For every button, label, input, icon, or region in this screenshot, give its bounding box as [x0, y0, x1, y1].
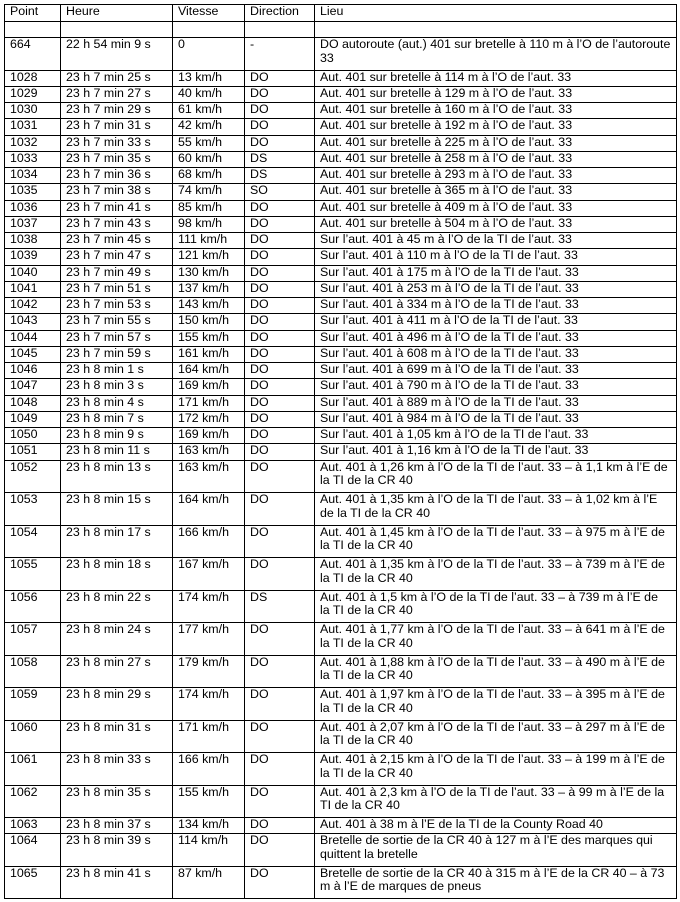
table-row	[5, 428, 677, 444]
cell-direction: DO	[245, 216, 315, 232]
cell-heure: 23 h 8 min 13 s	[61, 460, 173, 493]
cell-point: 664	[5, 38, 61, 71]
cell-heure: 22 h 54 min 9 s	[61, 38, 173, 71]
cell-point: 1045	[5, 346, 61, 362]
document-page	[4, 4, 677, 899]
table-row	[5, 281, 677, 297]
cell-lieu: Sur l’aut. 401 à 45 m à l’O de la TI de l’aut. 33	[315, 233, 677, 249]
table-row	[5, 265, 677, 281]
cell-point: 1063	[5, 818, 61, 834]
cell-heure: 23 h 7 min 43 s	[61, 216, 173, 232]
cell-lieu: Sur l’aut. 401 à 790 m à l’O de la TI de l’aut. 33	[315, 379, 677, 395]
table-row	[5, 70, 677, 86]
cell-vitesse: 134 km/h	[173, 818, 245, 834]
table-row	[5, 314, 677, 330]
cell-heure: 23 h 8 min 29 s	[61, 688, 173, 721]
cell-lieu: Aut. 401 sur bretelle à 225 m à l’O de l’aut. 33	[315, 135, 677, 151]
cell-lieu: Aut. 401 à 1,45 km à l’O de la TI de l’aut. 33 – à 975 m à l’E de la TI de la CR 40	[315, 525, 677, 558]
cell-direction: DO	[245, 200, 315, 216]
cell-point: 1056	[5, 590, 61, 623]
cell-lieu: Aut. 401 à 1,5 km à l’O de la TI de l’aut. 33 – à 739 m à l’E de la TI de la CR 40	[315, 590, 677, 623]
cell-lieu: Sur l’aut. 401 à 608 m à l’O de la TI de l’aut. 33	[315, 346, 677, 362]
cell-vitesse: 98 km/h	[173, 216, 245, 232]
cell-direction: DO	[245, 525, 315, 558]
cell-direction: SO	[245, 184, 315, 200]
cell-vitesse: 166 km/h	[173, 525, 245, 558]
cell-vitesse: 40 km/h	[173, 86, 245, 102]
table-row	[5, 22, 677, 38]
cell-lieu: Aut. 401 à 1,35 km à l’O de la TI de l’aut. 33 – à 739 m à l’E de la TI de la CR 40	[315, 558, 677, 591]
cell-heure: 23 h 8 min 33 s	[61, 753, 173, 786]
cell-lieu: Aut. 401 sur bretelle à 409 m à l’O de l’aut. 33	[315, 200, 677, 216]
cell-point: 1042	[5, 298, 61, 314]
cell-heure: 23 h 8 min 3 s	[61, 379, 173, 395]
header-vitesse: Vitesse	[173, 5, 245, 22]
cell-lieu: Aut. 401 à 1,97 km à l’O de la TI de l’aut. 33 – à 395 m à l’E de la TI de la CR 40	[315, 688, 677, 721]
cell-point: 1054	[5, 525, 61, 558]
cell-point: 1040	[5, 265, 61, 281]
cell-point: 1043	[5, 314, 61, 330]
cell-point: 1029	[5, 86, 61, 102]
cell-lieu: Aut. 401 à 1,26 km à l’O de la TI de l’aut. 33 – à 1,1 km à l’E de la TI de la CR 40	[315, 460, 677, 493]
cell-vitesse: 114 km/h	[173, 834, 245, 867]
table-row	[5, 168, 677, 184]
cell-point: 1049	[5, 411, 61, 427]
cell-lieu: Sur l’aut. 401 à 253 m à l’O de la TI de l’aut. 33	[315, 281, 677, 297]
cell-vitesse: 163 km/h	[173, 460, 245, 493]
cell-direction: DO	[245, 785, 315, 818]
cell-point: 1059	[5, 688, 61, 721]
cell-vitesse: 161 km/h	[173, 346, 245, 362]
cell-lieu	[315, 22, 677, 38]
cell-heure: 23 h 8 min 24 s	[61, 623, 173, 656]
cell-vitesse: 13 km/h	[173, 70, 245, 86]
cell-point: 1053	[5, 493, 61, 526]
cell-point: 1060	[5, 720, 61, 753]
cell-heure: 23 h 8 min 4 s	[61, 395, 173, 411]
cell-point: 1032	[5, 135, 61, 151]
cell-point: 1044	[5, 330, 61, 346]
cell-lieu: Aut. 401 à 1,77 km à l’O de la TI de l’aut. 33 – à 641 m à l’E de la TI de la CR 40	[315, 623, 677, 656]
cell-direction: DO	[245, 119, 315, 135]
cell-heure: 23 h 7 min 41 s	[61, 200, 173, 216]
table-row	[5, 411, 677, 427]
cell-lieu: Aut. 401 sur bretelle à 365 m à l’O de l’aut. 33	[315, 184, 677, 200]
cell-point: 1030	[5, 103, 61, 119]
table-row	[5, 834, 677, 867]
cell-point: 1034	[5, 168, 61, 184]
cell-vitesse: 74 km/h	[173, 184, 245, 200]
cell-vitesse: 164 km/h	[173, 493, 245, 526]
cell-heure: 23 h 7 min 53 s	[61, 298, 173, 314]
cell-point: 1061	[5, 753, 61, 786]
cell-heure: 23 h 8 min 17 s	[61, 525, 173, 558]
cell-point: 1031	[5, 119, 61, 135]
cell-heure: 23 h 7 min 57 s	[61, 330, 173, 346]
header-point: Point	[5, 5, 61, 22]
cell-vitesse: 177 km/h	[173, 623, 245, 656]
cell-direction: DO	[245, 688, 315, 721]
cell-lieu: Bretelle de sortie de la CR 40 à 127 m à l’E des marques qui quittent la bretelle	[315, 834, 677, 867]
cell-direction: DO	[245, 558, 315, 591]
cell-heure: 23 h 7 min 33 s	[61, 135, 173, 151]
cell-point: 1038	[5, 233, 61, 249]
table-row	[5, 200, 677, 216]
table-row	[5, 866, 677, 899]
table-row	[5, 151, 677, 167]
cell-heure: 23 h 8 min 27 s	[61, 655, 173, 688]
cell-direction: DO	[245, 655, 315, 688]
cell-lieu: Sur l’aut. 401 à 1,05 km à l’O de la TI de l’aut. 33	[315, 428, 677, 444]
cell-heure: 23 h 8 min 35 s	[61, 785, 173, 818]
cell-direction: DO	[245, 444, 315, 460]
cell-lieu: Aut. 401 sur bretelle à 504 m à l’O de l’aut. 33	[315, 216, 677, 232]
cell-lieu: Sur l’aut. 401 à 1,16 km à l’O de la TI de l’aut. 33	[315, 444, 677, 460]
header-lieu: Lieu	[315, 5, 677, 22]
cell-direction: DO	[245, 135, 315, 151]
cell-vitesse: 167 km/h	[173, 558, 245, 591]
cell-heure: 23 h 7 min 55 s	[61, 314, 173, 330]
cell-lieu: Aut. 401 à 2,15 km à l’O de la TI de l’aut. 33 – à 199 m à l’E de la TI de la CR 40	[315, 753, 677, 786]
cell-vitesse: 169 km/h	[173, 379, 245, 395]
cell-direction: DO	[245, 460, 315, 493]
cell-direction: DO	[245, 86, 315, 102]
table-row	[5, 379, 677, 395]
cell-vitesse: 68 km/h	[173, 168, 245, 184]
cell-lieu: Sur l’aut. 401 à 110 m à l’O de la TI de l’aut. 33	[315, 249, 677, 265]
cell-heure: 23 h 7 min 36 s	[61, 168, 173, 184]
cell-direction: DO	[245, 314, 315, 330]
cell-vitesse: 150 km/h	[173, 314, 245, 330]
cell-heure: 23 h 7 min 25 s	[61, 70, 173, 86]
cell-direction: DO	[245, 70, 315, 86]
cell-vitesse	[173, 22, 245, 38]
cell-heure	[61, 22, 173, 38]
cell-direction: DO	[245, 623, 315, 656]
cell-heure: 23 h 7 min 49 s	[61, 265, 173, 281]
cell-vitesse: 111 km/h	[173, 233, 245, 249]
table-row	[5, 558, 677, 591]
cell-vitesse: 60 km/h	[173, 151, 245, 167]
cell-heure: 23 h 8 min 41 s	[61, 866, 173, 899]
cell-point: 1065	[5, 866, 61, 899]
table-row	[5, 818, 677, 834]
cell-direction: DS	[245, 590, 315, 623]
cell-direction: DS	[245, 168, 315, 184]
cell-lieu: Sur l’aut. 401 à 984 m à l’O de la TI de l’aut. 33	[315, 411, 677, 427]
table-row	[5, 86, 677, 102]
cell-direction: DO	[245, 834, 315, 867]
header-heure: Heure	[61, 5, 173, 22]
table-row	[5, 753, 677, 786]
cell-vitesse: 171 km/h	[173, 720, 245, 753]
table-row	[5, 590, 677, 623]
gps-data-table	[4, 4, 677, 899]
table-row	[5, 688, 677, 721]
cell-direction: DO	[245, 330, 315, 346]
cell-heure: 23 h 7 min 35 s	[61, 151, 173, 167]
cell-lieu: Sur l’aut. 401 à 334 m à l’O de la TI de l’aut. 33	[315, 298, 677, 314]
cell-point: 1047	[5, 379, 61, 395]
cell-point: 1033	[5, 151, 61, 167]
cell-direction: DO	[245, 493, 315, 526]
cell-vitesse: 169 km/h	[173, 428, 245, 444]
cell-direction: DO	[245, 753, 315, 786]
cell-heure: 23 h 7 min 45 s	[61, 233, 173, 249]
table-row	[5, 216, 677, 232]
cell-vitesse: 179 km/h	[173, 655, 245, 688]
cell-lieu: Aut. 401 sur bretelle à 293 m à l’O de l’aut. 33	[315, 168, 677, 184]
cell-heure: 23 h 8 min 11 s	[61, 444, 173, 460]
cell-direction: DO	[245, 395, 315, 411]
cell-point: 1048	[5, 395, 61, 411]
cell-point: 1055	[5, 558, 61, 591]
cell-lieu: Aut. 401 sur bretelle à 258 m à l’O de l’aut. 33	[315, 151, 677, 167]
table-body	[5, 22, 677, 899]
cell-lieu: Aut. 401 sur bretelle à 160 m à l’O de l’aut. 33	[315, 103, 677, 119]
cell-lieu: Aut. 401 sur bretelle à 192 m à l’O de l’aut. 33	[315, 119, 677, 135]
cell-direction: DO	[245, 428, 315, 444]
cell-vitesse: 121 km/h	[173, 249, 245, 265]
cell-lieu: Sur l’aut. 401 à 496 m à l’O de la TI de l’aut. 33	[315, 330, 677, 346]
cell-lieu: Aut. 401 à 2,3 km à l’O de la TI de l’aut. 33 – à 99 m à l’E de la TI de la CR 40	[315, 785, 677, 818]
cell-heure: 23 h 8 min 7 s	[61, 411, 173, 427]
cell-heure: 23 h 8 min 22 s	[61, 590, 173, 623]
cell-vitesse: 55 km/h	[173, 135, 245, 151]
cell-lieu: Sur l’aut. 401 à 411 m à l’O de la TI de l’aut. 33	[315, 314, 677, 330]
table-row	[5, 103, 677, 119]
cell-direction: DO	[245, 233, 315, 249]
cell-vitesse: 143 km/h	[173, 298, 245, 314]
cell-vitesse: 85 km/h	[173, 200, 245, 216]
table-row	[5, 395, 677, 411]
cell-point: 1041	[5, 281, 61, 297]
cell-point: 1036	[5, 200, 61, 216]
cell-heure: 23 h 7 min 27 s	[61, 86, 173, 102]
cell-heure: 23 h 7 min 51 s	[61, 281, 173, 297]
cell-direction: DO	[245, 411, 315, 427]
cell-heure: 23 h 8 min 37 s	[61, 818, 173, 834]
cell-lieu: Aut. 401 à 1,88 km à l’O de la TI de l’aut. 33 – à 490 m à l’E de la TI de la CR 40	[315, 655, 677, 688]
cell-lieu: Aut. 401 sur bretelle à 129 m à l’O de l’aut. 33	[315, 86, 677, 102]
cell-point: 1050	[5, 428, 61, 444]
table-row	[5, 330, 677, 346]
table-row	[5, 525, 677, 558]
cell-lieu: Sur l’aut. 401 à 889 m à l’O de la TI de l’aut. 33	[315, 395, 677, 411]
cell-point: 1057	[5, 623, 61, 656]
cell-point: 1028	[5, 70, 61, 86]
table-row	[5, 444, 677, 460]
cell-vitesse: 163 km/h	[173, 444, 245, 460]
table-row	[5, 720, 677, 753]
cell-lieu: Sur l’aut. 401 à 175 m à l’O de la TI de l’aut. 33	[315, 265, 677, 281]
cell-point: 1046	[5, 363, 61, 379]
table-row	[5, 298, 677, 314]
cell-vitesse: 174 km/h	[173, 688, 245, 721]
cell-vitesse: 0	[173, 38, 245, 71]
cell-direction: DS	[245, 151, 315, 167]
cell-lieu: Aut. 401 à 2,07 km à l’O de la TI de l’aut. 33 – à 297 m à l’E de la TI de la CR 40	[315, 720, 677, 753]
cell-heure: 23 h 7 min 31 s	[61, 119, 173, 135]
cell-vitesse: 174 km/h	[173, 590, 245, 623]
header-row	[5, 5, 677, 22]
cell-direction: DO	[245, 720, 315, 753]
table-row	[5, 623, 677, 656]
cell-vitesse: 42 km/h	[173, 119, 245, 135]
cell-point: 1051	[5, 444, 61, 460]
cell-vitesse: 155 km/h	[173, 785, 245, 818]
cell-direction: DO	[245, 363, 315, 379]
cell-point: 1064	[5, 834, 61, 867]
cell-heure: 23 h 8 min 31 s	[61, 720, 173, 753]
table-row	[5, 460, 677, 493]
cell-lieu: Sur l’aut. 401 à 699 m à l’O de la TI de l’aut. 33	[315, 363, 677, 379]
cell-direction: DO	[245, 298, 315, 314]
cell-point: 1037	[5, 216, 61, 232]
cell-direction: DO	[245, 103, 315, 119]
cell-vitesse: 172 km/h	[173, 411, 245, 427]
table-row	[5, 233, 677, 249]
cell-direction: DO	[245, 346, 315, 362]
cell-direction: DO	[245, 249, 315, 265]
cell-lieu: Aut. 401 sur bretelle à 114 m à l’O de l’aut. 33	[315, 70, 677, 86]
cell-lieu: Aut. 401 à 1,35 km à l’O de la TI de l’aut. 33 – à 1,02 km à l’E de la TI de la CR 40	[315, 493, 677, 526]
cell-direction: -	[245, 38, 315, 71]
cell-vitesse: 166 km/h	[173, 753, 245, 786]
cell-lieu: Bretelle de sortie de la CR 40 à 315 m à l’E de la CR 40 – à 73 m à l’E de marques de pneus	[315, 866, 677, 899]
cell-point: 1062	[5, 785, 61, 818]
cell-vitesse: 171 km/h	[173, 395, 245, 411]
cell-heure: 23 h 7 min 29 s	[61, 103, 173, 119]
table-row	[5, 363, 677, 379]
cell-heure: 23 h 8 min 15 s	[61, 493, 173, 526]
cell-heure: 23 h 7 min 59 s	[61, 346, 173, 362]
table-row	[5, 184, 677, 200]
table-row	[5, 135, 677, 151]
cell-direction: DO	[245, 818, 315, 834]
cell-vitesse: 164 km/h	[173, 363, 245, 379]
cell-heure: 23 h 8 min 1 s	[61, 363, 173, 379]
table-row	[5, 119, 677, 135]
cell-point: 1039	[5, 249, 61, 265]
table-row	[5, 655, 677, 688]
cell-vitesse: 137 km/h	[173, 281, 245, 297]
cell-vitesse: 130 km/h	[173, 265, 245, 281]
cell-direction	[245, 22, 315, 38]
cell-point	[5, 22, 61, 38]
table-row	[5, 38, 677, 71]
cell-point: 1058	[5, 655, 61, 688]
cell-direction: DO	[245, 866, 315, 899]
table-row	[5, 249, 677, 265]
cell-direction: DO	[245, 379, 315, 395]
cell-heure: 23 h 8 min 39 s	[61, 834, 173, 867]
cell-vitesse: 155 km/h	[173, 330, 245, 346]
cell-heure: 23 h 8 min 18 s	[61, 558, 173, 591]
table-row	[5, 346, 677, 362]
cell-heure: 23 h 7 min 38 s	[61, 184, 173, 200]
table-row	[5, 785, 677, 818]
cell-direction: DO	[245, 265, 315, 281]
cell-lieu: Aut. 401 à 38 m à l’E de la TI de la County Road 40	[315, 818, 677, 834]
cell-point: 1052	[5, 460, 61, 493]
cell-heure: 23 h 7 min 47 s	[61, 249, 173, 265]
cell-vitesse: 87 km/h	[173, 866, 245, 899]
table-header	[5, 5, 677, 22]
cell-heure: 23 h 8 min 9 s	[61, 428, 173, 444]
cell-vitesse: 61 km/h	[173, 103, 245, 119]
table-row	[5, 493, 677, 526]
cell-lieu: DO autoroute (aut.) 401 sur bretelle à 110 m à l’O de l’autoroute 33	[315, 38, 677, 71]
header-direction: Direction	[245, 5, 315, 22]
cell-point: 1035	[5, 184, 61, 200]
cell-direction: DO	[245, 281, 315, 297]
